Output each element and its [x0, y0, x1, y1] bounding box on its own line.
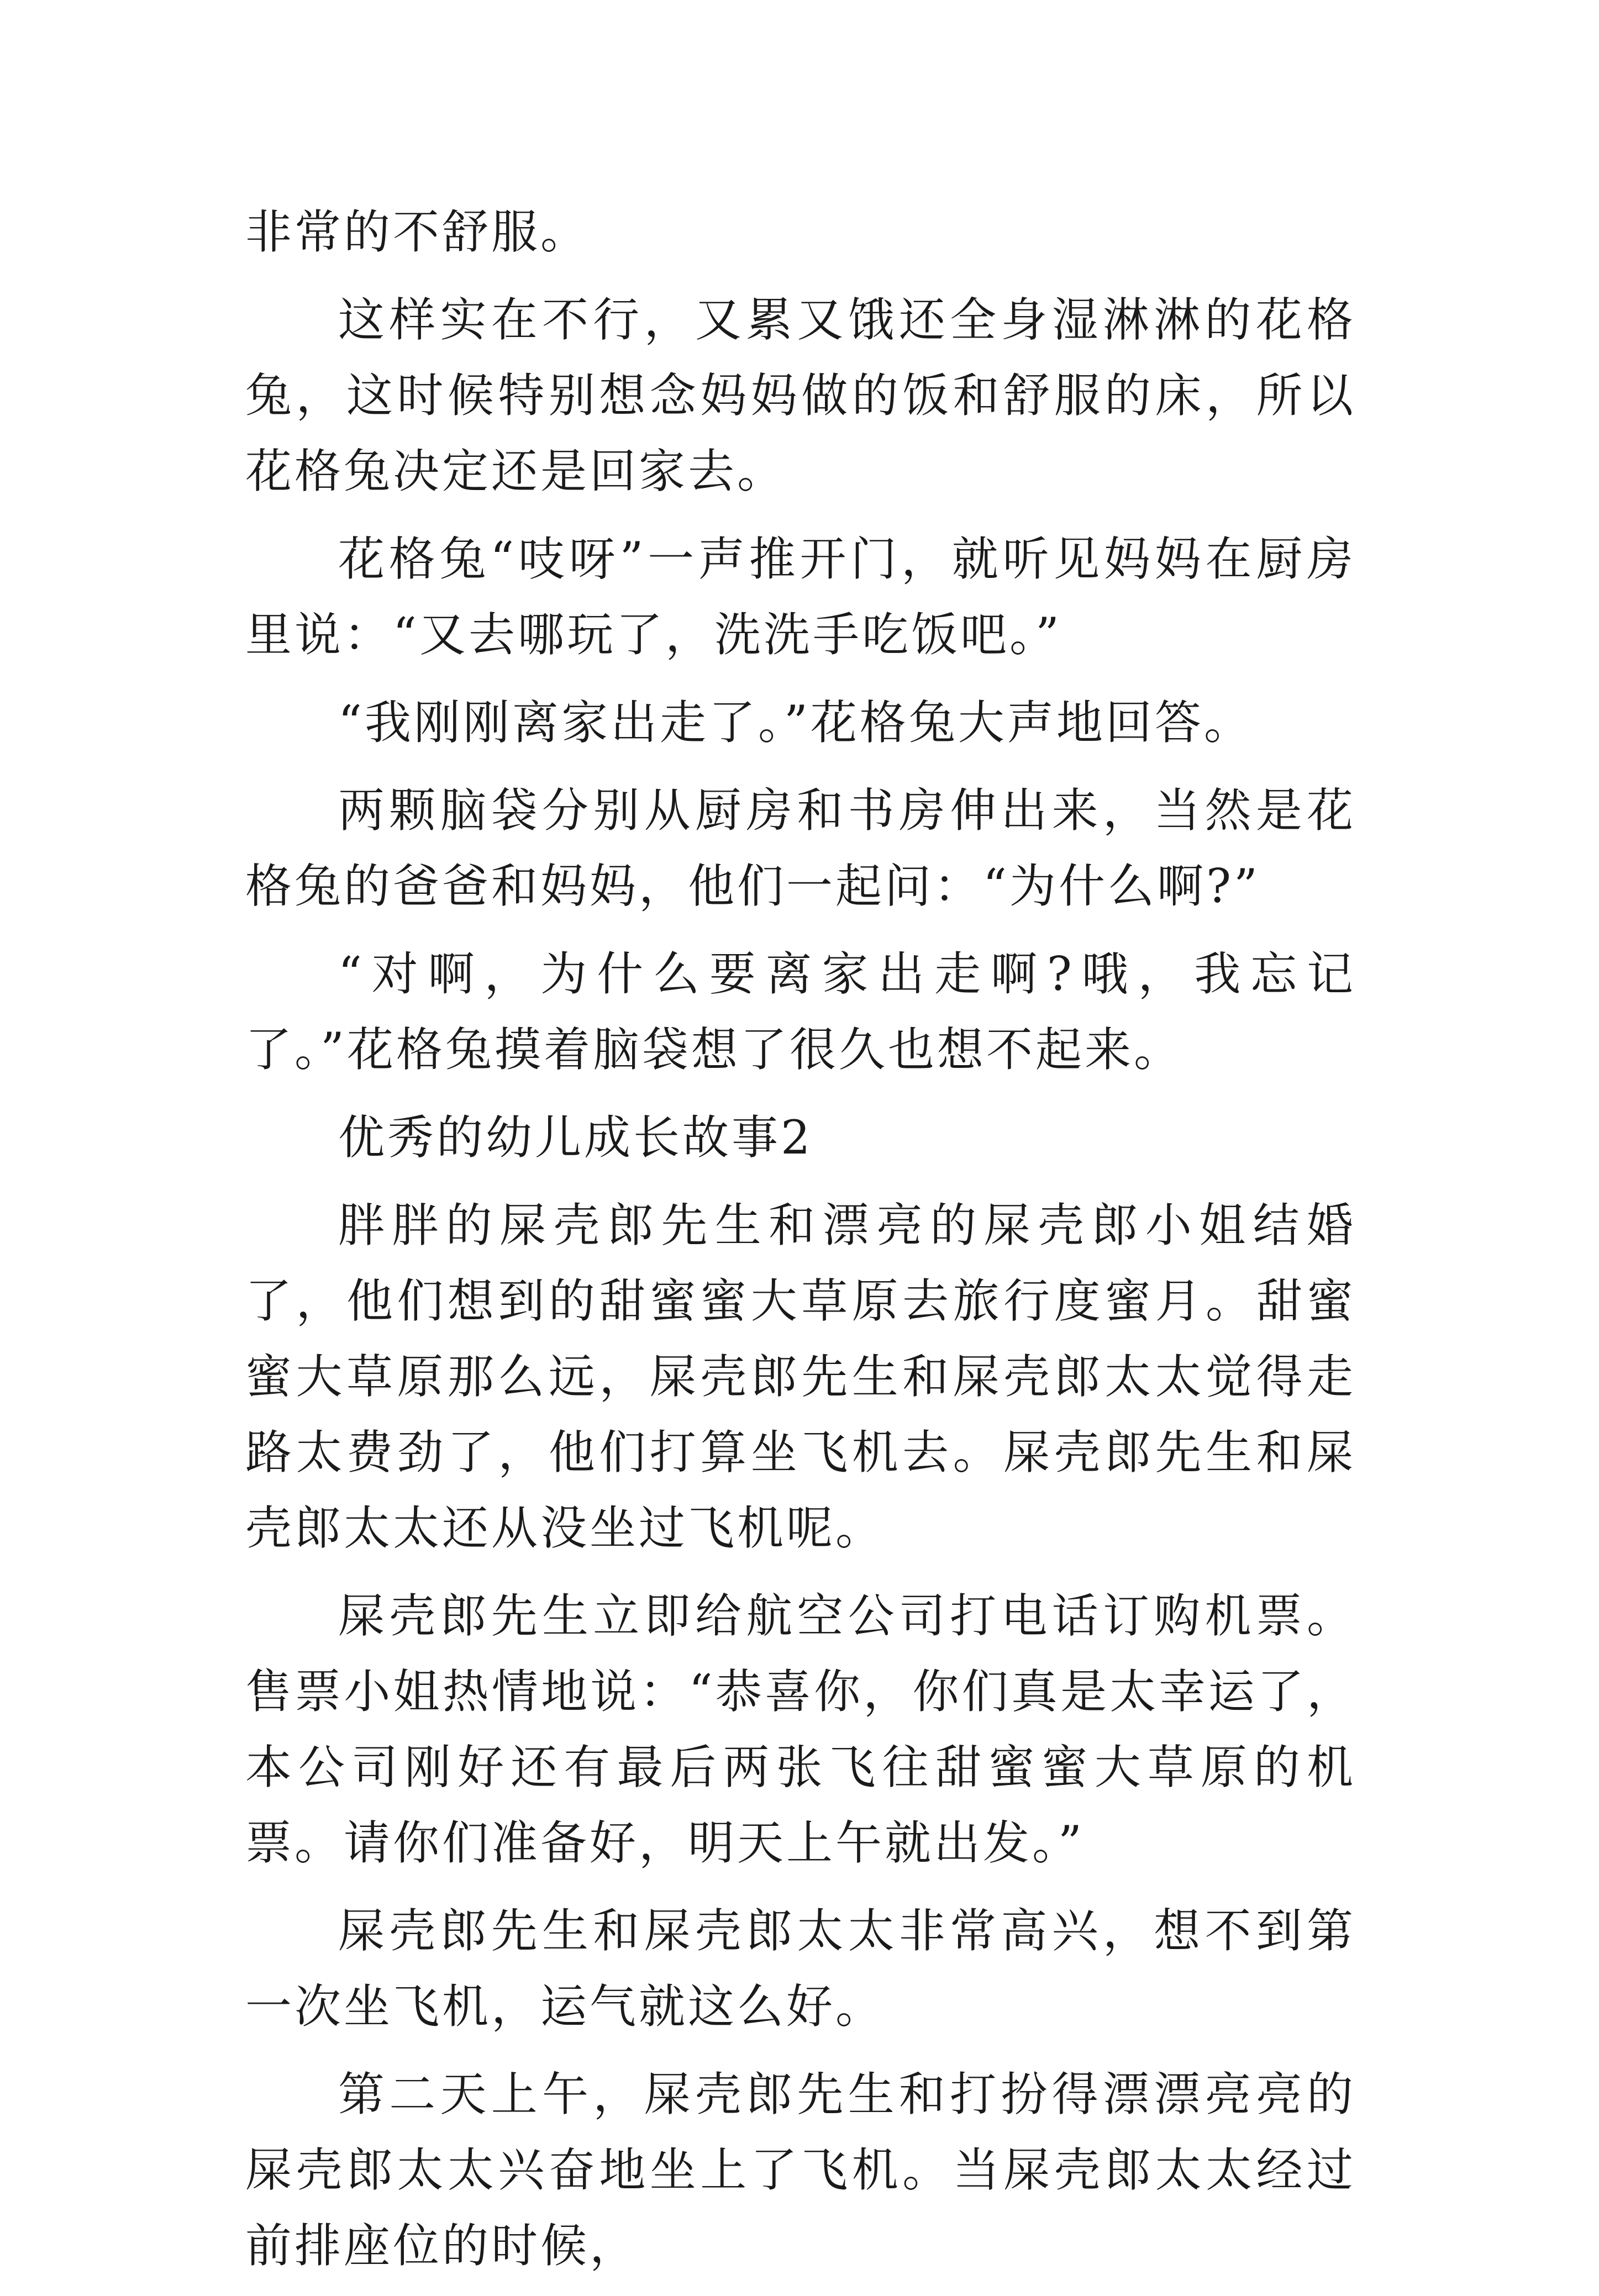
paragraph: 胖胖的屎壳郎先生和漂亮的屎壳郎小姐结婚了，他们想到的甜蜜蜜大草原去旅行度蜜月。甜蜜蜜大草原那么远，屎壳郎先生和屎壳郎太太觉得走路太费劲了，他们打算坐飞机去。屎壳郎先生和屎壳郎太太还从没坐过飞机呢。: [245, 1198, 1356, 1555]
paragraph: “对啊，为什么要离家出走啊?哦，我忘记了。”花格兔摸着脑袋想了很久也想不起来。: [245, 947, 1356, 1077]
paragraph: 花格兔“吱呀”一声推开门，就听见妈妈在厨房里说：“又去哪玩了，洗洗手吃饭吧。”: [245, 532, 1356, 662]
paragraph: 这样实在不行，又累又饿还全身湿淋淋的花格兔，这时候特别想念妈妈做的饭和舒服的床，所以花格兔决定还是回家去。: [245, 293, 1356, 498]
paragraph: 非常的不舒服。: [245, 205, 590, 259]
paragraph: “我刚刚离家出走了。”花格兔大声地回答。: [338, 696, 1253, 750]
paragraph: 两颗脑袋分别从厨房和书房伸出来，当然是花格兔的爸爸和妈妈，他们一起问：“为什么啊?”: [245, 783, 1356, 913]
paragraph: 屎壳郎先生立即给航空公司打电话订购机票。售票小姐热情地说：“恭喜你，你们真是太幸运了，本公司刚好还有最后两张飞往甜蜜蜜大草原的机票。请你们准备好，明天上午就出发。”: [245, 1589, 1356, 1870]
paragraph: 第二天上午，屎壳郎先生和打扮得漂漂亮亮的屎壳郎太太兴奋地坐上了飞机。当屎壳郎太太经过前排座位的时候，: [245, 2067, 1356, 2273]
paragraph: 屎壳郎先生和屎壳郎太太非常高兴，想不到第一次坐飞机，运气就这么好。: [245, 1904, 1356, 2034]
section-heading: 优秀的幼儿成长故事2: [338, 1110, 813, 1165]
document-body: [245, 194, 1356, 2296]
